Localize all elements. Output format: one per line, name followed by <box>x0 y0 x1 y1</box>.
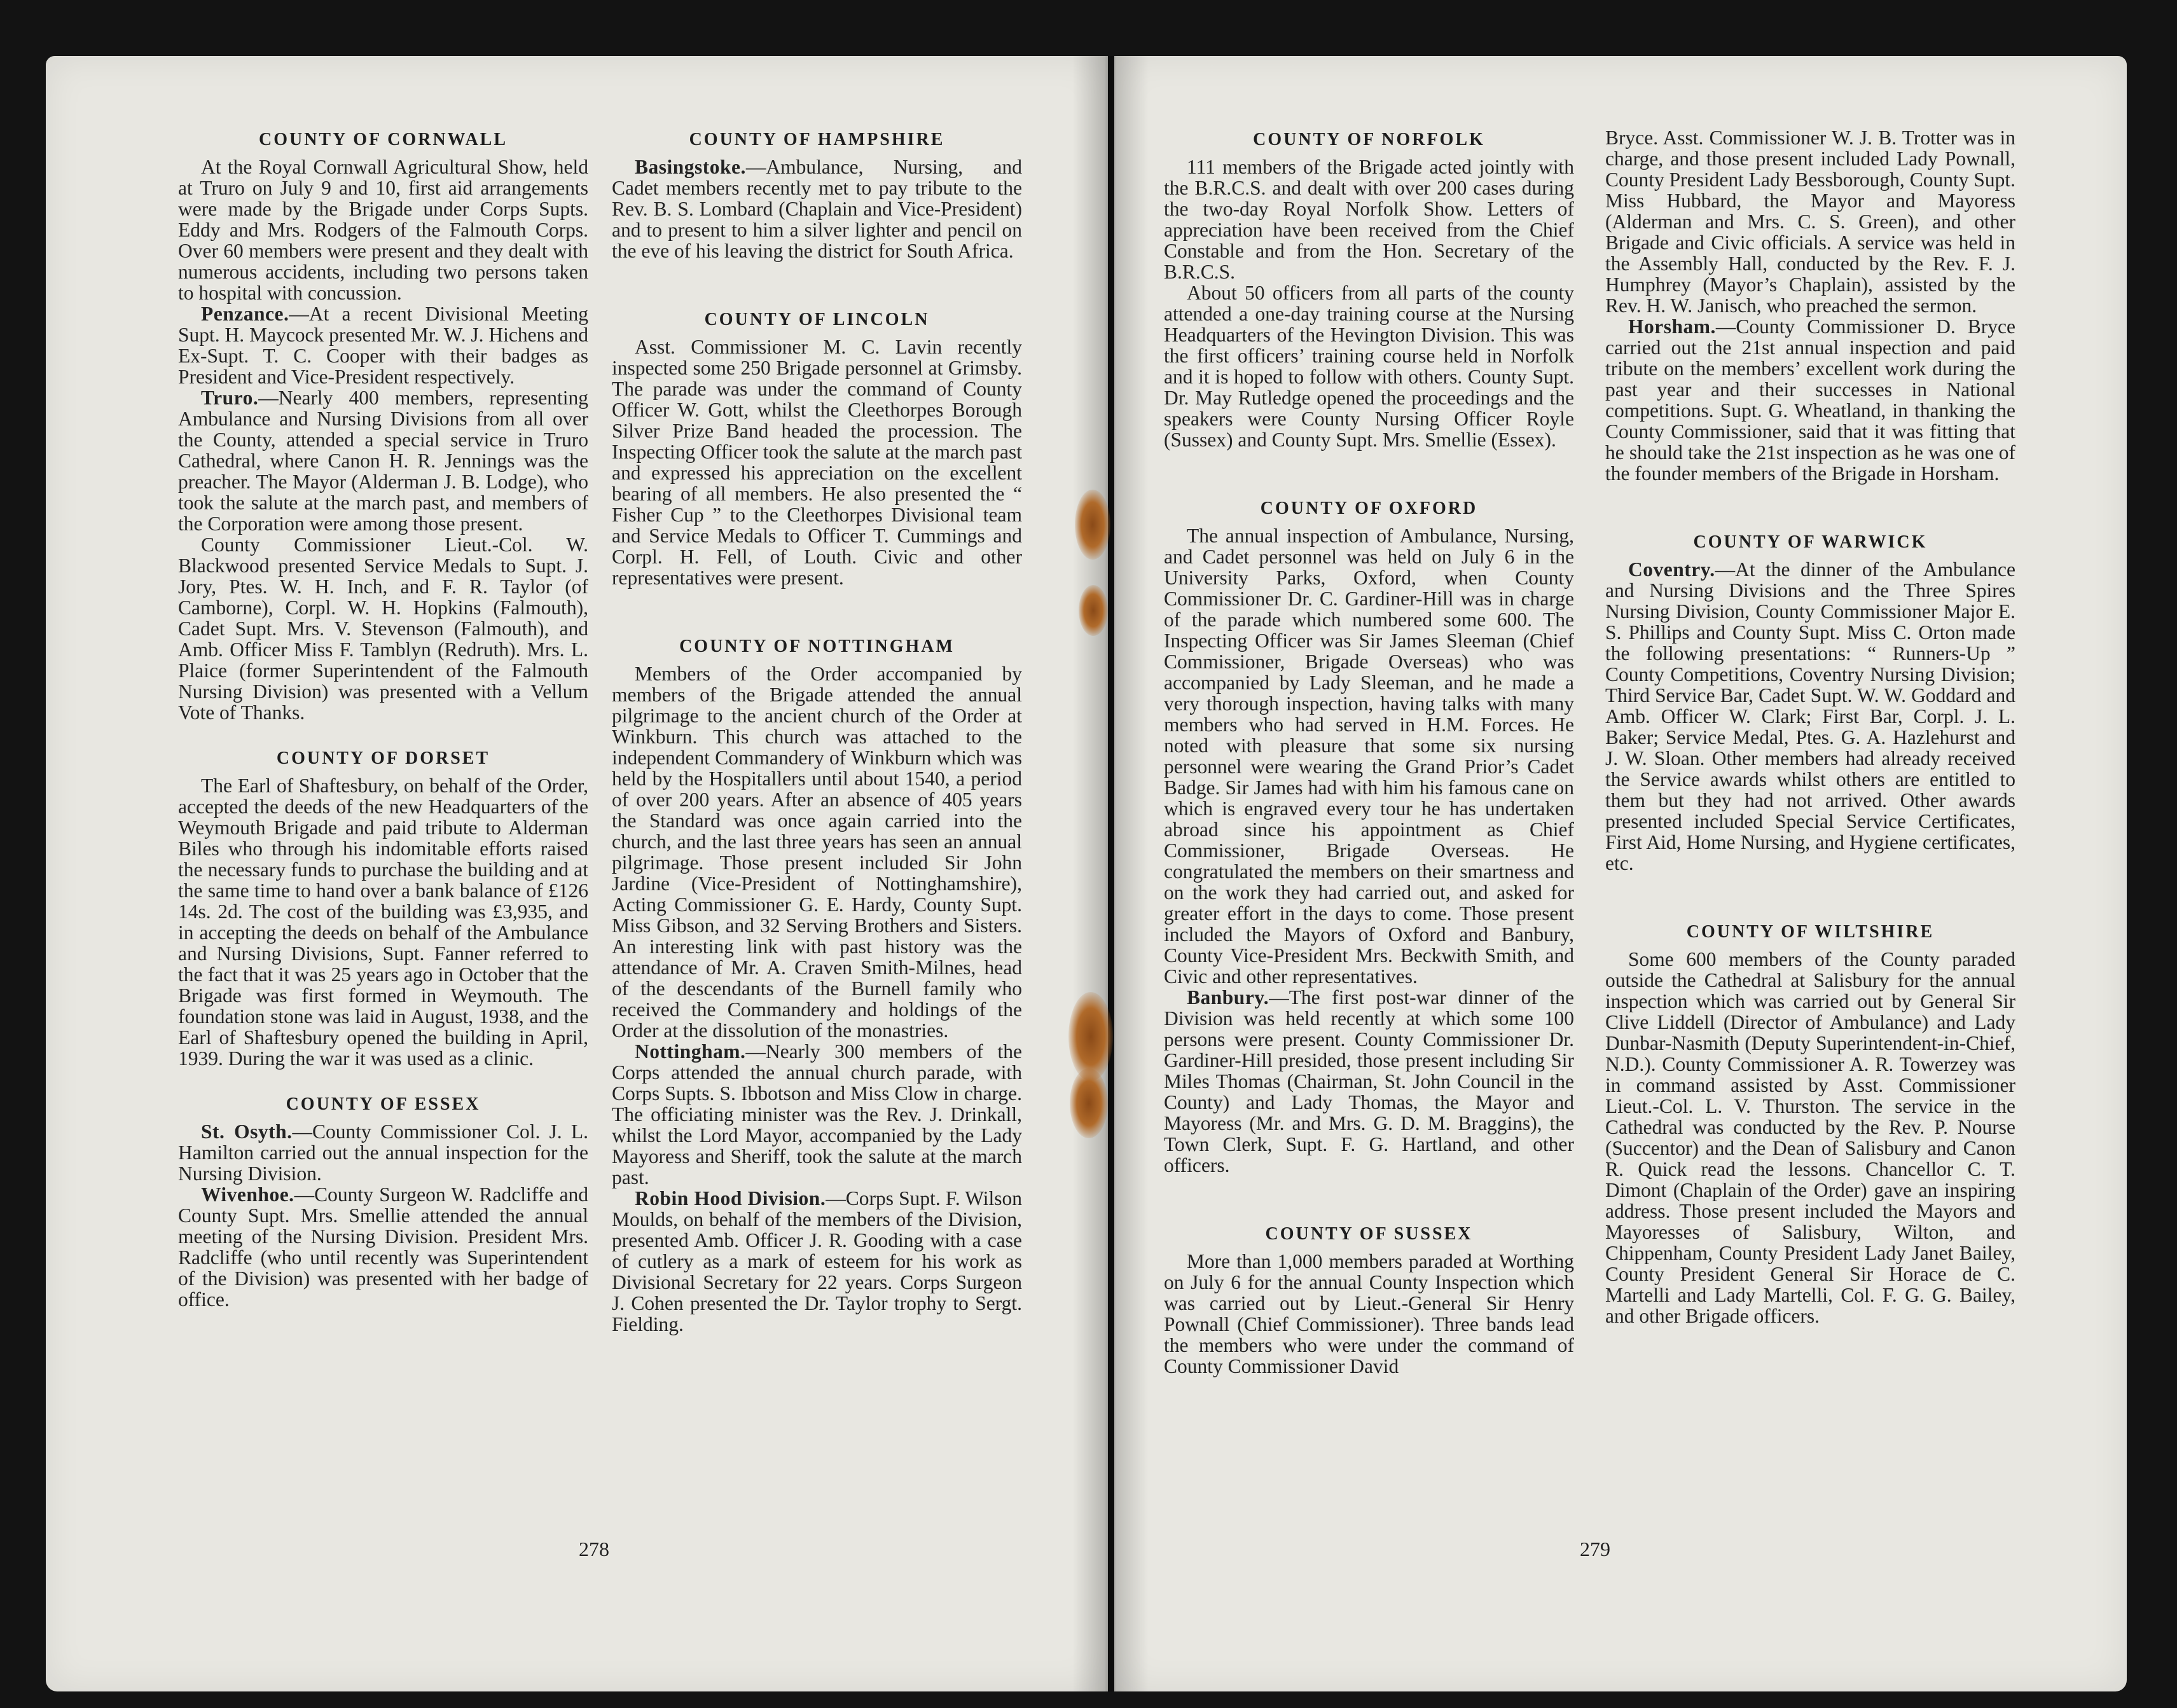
place-name: Truro. <box>201 387 259 409</box>
paragraph: Asst. Commissioner M. C. Lavin recently inspected some 250 Brigade personnel at Grimsby. The parade was under the command of County Officer W. Gott, whilst the Cleethorpes Borough Silver Prize Band headed the procession. The Inspecting Officer took the salute at the march past and expressed his appreciation on the excellent bearing of all members. He also presented the “ Fisher Cup ” to the Cleethorpes Divisional team and Service Medals to Officer T. Cummings and Corpl. H. Fell, of Louth. Civic and other representatives were present. <box>612 336 1022 589</box>
section-essex <box>178 1092 588 1310</box>
section-nottingham <box>612 634 1022 1335</box>
stain-mark <box>1079 585 1108 636</box>
section-cornwall <box>178 127 588 723</box>
paragraph: About 50 officers from all parts of the county attended a one-day training course at the Nursing Headquarters of the Hevington Division. This was the first officers’ training course held in Norfolk and it is hoped to follow with others. County Supt. Dr. May Rutledge opened the proceedings and the speakers were County Nursing Officer Royle (Sussex) and County Supt. Mrs. Smellie (Essex). <box>1164 282 1574 451</box>
page-number: 279 <box>1580 1538 1610 1560</box>
section-oxford <box>1164 496 1574 1176</box>
section-heading: COUNTY OF WARWICK <box>1693 532 1928 552</box>
paragraph <box>178 1184 588 1310</box>
paragraph: More than 1,000 members paraded at Worthing on July 6 for the annual County Inspection which was carried out by Lieut.-General Sir Henry Pownall (Chief Commissioner). Three bands lead the members who were under the command of County Commissioner David <box>1164 1250 1574 1377</box>
section-heading: COUNTY OF DORSET <box>276 748 490 768</box>
paragraph-text: —Ambulance, Nursing, and Cadet members recently met to pay tribute to the Rev. B. S. Lombard (Chaplain and Vice-President) and to present to him a silver lighter and pencil on the eve of his leaving the district for South Africa. <box>612 156 1022 262</box>
place-name: Wivenhoe. <box>201 1183 294 1206</box>
paragraph-text: —Nearly 400 members, representing Ambulance and Nursing Divisions from all over the County, attended a special service in Truro Cathedral, where Canon H. R. Jennings was the preacher. The Mayor (Alderman J. B. Lodge), who took the salute at the march past, and members of the Corporation were among those present. <box>178 387 588 535</box>
left-column-1 <box>178 127 588 1310</box>
section-heading: COUNTY OF WILTSHIRE <box>1686 922 1935 942</box>
paragraph-text: —Corps Supt. F. Wilson Moulds, on behalf of the members of the Division, presented Amb. Officer J. R. Gooding with a case of cutlery as a mark of esteem for his work as Divisional Secretary for 22 years. Corps Surgeon J. Cohen presented the Dr. Taylor trophy to Sergt. Fielding. <box>612 1187 1022 1335</box>
section-warwick <box>1605 530 2015 874</box>
section-heading: COUNTY OF OXFORD <box>1260 499 1478 518</box>
page-number: 278 <box>579 1538 609 1560</box>
section-heading: COUNTY OF SUSSEX <box>1265 1224 1473 1244</box>
place-name: Coventry. <box>1628 558 1715 581</box>
paragraph <box>178 1121 588 1184</box>
paragraph <box>1164 987 1574 1176</box>
paragraph-text: —At the dinner of the Ambulance and Nursing Divisions and the Three Spires Nursing Division, County Commissioner Major E. S. Phillips and County Supt. Miss C. Orton made the following presentations: “ Runners-Up ” County Competitions, Coventry Nursing Division; Third Service Bar, Cadet Supt. W. W. Goddard and Amb. Officer W. Clark; First Bar, Corpl. J. L. Baker; Service Medal, Ptes. G. A. Hazlehurst and J. W. Sloan. Other members had already received the Service awards whilst others are entitled to them but they had not arrived. Other awards presented included Special Service Certificates, First Aid, Home Nursing, and Hygiene certificates, etc. <box>1605 558 2015 874</box>
section-lincoln <box>612 307 1022 588</box>
section-heading: COUNTY OF ESSEX <box>286 1094 481 1114</box>
right-column-2 <box>1605 127 2015 1326</box>
place-name: Horsham. <box>1628 315 1716 338</box>
place-name: St. Osyth. <box>201 1120 293 1143</box>
paragraph <box>178 303 588 387</box>
place-name: Banbury. <box>1187 986 1269 1009</box>
paragraph <box>1605 559 2015 874</box>
section-heading: COUNTY OF HAMPSHIRE <box>689 130 945 149</box>
paragraph: County Commissioner Lieut.-Col. W. Blackwood presented Service Medals to Supt. J. Jory, Ptes. W. H. Inch, and F. R. Taylor (of Camborne), Corpl. W. H. Hopkins (Falmouth), Cadet Supt. Mrs. V. Stevenson (Falmouth), and Amb. Officer Miss F. Tamblyn (Redruth). Mrs. L. Plaice (former Superintendent of the Falmouth Nursing Division) was presented with a Vellum Vote of Thanks. <box>178 534 588 724</box>
paragraph <box>1605 316 2015 484</box>
section-hampshire <box>612 127 1022 261</box>
place-name: Nottingham. <box>635 1040 746 1063</box>
paragraph-text: —County Commissioner D. Bryce carried out the 21st annual inspection and paid tribute on the members’ excellent work during the past year and their successes in National competitions. Supt. G. Wheatland, in thanking the County Commissioner, said that it was fitting that he should take the 21st inspection as he was one of the founder members of the Brigade in Horsham. <box>1605 315 2015 485</box>
section-heading: COUNTY OF NOTTINGHAM <box>679 637 955 656</box>
paragraph <box>178 387 588 534</box>
place-name: Penzance. <box>201 303 289 325</box>
section-sussex-continued <box>1605 127 2015 484</box>
place-name: Robin Hood Division. <box>635 1187 826 1209</box>
left-column-2 <box>612 127 1022 1335</box>
section-heading: COUNTY OF CORNWALL <box>258 130 508 149</box>
paragraph: Members of the Order accompanied by members of the Brigade attended the annual pilgrimage to the ancient church of the Order at Winkburn. This church was attached to the independent Commandery of Winkburn which was held by the Hospitallers until about 1540, a period of over 200 years. After an absence of 405 years the Standard was once again carried into the church, and the last three years has seen an annual pilgrimage. Those present included Sir John Jardine (Vice-President of Nottinghamshire), Acting Commissioner G. E. Hardy, County Supt. Miss Gibson, and 32 Serving Brothers and Sisters. An interesting link with past history was the attendance of Mr. A. Craven Smith-Milnes, head of the descendants of the Burnell family who received the Commandery and holdings of the Order at the dissolution of the monastries. <box>612 663 1022 1042</box>
stain-mark <box>1068 992 1113 1081</box>
paragraph-text: —At a recent Divisional Meeting Supt. H. Maycock presented Mr. W. J. Hichens and Ex-Supt. T. C. Cooper with their badges as President and Vice-President respectively. <box>178 303 588 388</box>
paragraph-text: —County Surgeon W. Radcliffe and County Supt. Mrs. Smellie attended the annual meeting of the Nursing Division. President Mrs. Radcliffe (who until recently was Superintendent of the Division) was presented with her badge of office. <box>178 1183 588 1311</box>
paragraph: The Earl of Shaftesbury, on behalf of the Order, accepted the deeds of the new Headquarters of the Weymouth Brigade and paid tribute to Alderman Biles who through his indomitable efforts raised the necessary funds to purchase the building and at the same time to hand over a bank balance of £126 14s. 2d. The cost of the building was £3,935, and in accepting the deeds on behalf of the Ambulance and Nursing Divisions, Supt. Fanner referred to the fact that it was 25 years ago in October that the Brigade was first formed in Weymouth. The foundation stone was laid in August, 1938, and the Earl of Shaftesbury opened the building in April, 1939. During the war it was used as a clinic. <box>178 775 588 1070</box>
section-heading: COUNTY OF NORFOLK <box>1253 130 1485 149</box>
section-norfolk <box>1164 127 1574 450</box>
paragraph: The annual inspection of Ambulance, Nursing, and Cadet personnel was held on July 6 in the University Parks, Oxford, when County Commissioner Dr. C. Gardiner-Hill was in charge of the parade which numbered some 600. The Inspecting Officer was Sir James Sleeman (Chief Commissioner, Brigade Overseas) who was accompanied by Lady Sleeman, and he made a very thorough inspection, having talks with many members who had served in H.M. Forces. He noted with pleasure that some six nursing personnel were wearing the Grand Prior’s Cadet Badge. Sir James had with him his famous cane on which is engraved every tour he has undertaken abroad since his appointment as Chief Commissioner, Brigade Overseas. He congratulated the members on their smartness and on the work they had carried out, and asked for greater effort in the days to come. Those present included the Mayors of Oxford and Banbury, County Vice-President Mrs. Beckwith Smith, and Civic and other representatives. <box>1164 525 1574 988</box>
paragraph-text: —Nearly 300 members of the Corps attended the annual church parade, with Corps Supts. S. Ibbotson and Miss Clow in charge. The officiating minister was the Rev. J. Drinkall, whilst the Lord Mayor, accompanied by the Lady Mayoress and Sheriff, took the salute at the march past. <box>612 1040 1022 1188</box>
paragraph-text: —The first post-war dinner of the Division was held recently at which some 100 persons were present. County Commissioner Dr. Gardiner-Hill presided, those present including Sir Miles Thomas (Chairman, St. John Council in the County) and Lady Thomas, the Mayor and Mayoress (Mr. and Mrs. G. D. M. Braggins), the Town Clerk, Supt. F. G. Hartland, and other officers. <box>1164 986 1574 1176</box>
paragraph <box>612 156 1022 261</box>
right-column-1 <box>1164 127 1574 1377</box>
paragraph <box>612 1188 1022 1335</box>
book-gutter <box>1072 56 1149 1691</box>
paragraph: Bryce. Asst. Commissioner W. J. B. Trotter was in charge, and those present included Lady Pownall, County President Lady Bessborough, County Supt. Miss Hubbard, the Mayor and Mayoress (Alderman and Mrs. C. S. Green), and other Brigade and Civic officials. A service was held in the Assembly Hall, conducted by the Rev. F. J. Humphrey (Mayor’s Chaplain), assisted by the Rev. H. W. Janisch, who preached the sermon. <box>1605 127 2015 317</box>
paragraph <box>612 1041 1022 1188</box>
stain-mark <box>1070 1068 1108 1138</box>
stain-mark <box>1075 490 1110 560</box>
place-name: Basingstoke. <box>635 156 746 178</box>
paragraph: At the Royal Cornwall Agricultural Show, held at Truro on July 9 and 10, first aid arrangements were made by the Brigade under Corps Supts. Eddy and Mrs. Rodgers of the Falmouth Corps. Over 60 members were present and they dealt with numerous accidents, including two persons taken to hospital with concussion. <box>178 156 588 304</box>
section-wiltshire <box>1605 919 2015 1326</box>
section-heading: COUNTY OF LINCOLN <box>704 310 930 329</box>
section-dorset <box>178 746 588 1069</box>
paragraph: 111 members of the Brigade acted jointly with the B.R.C.S. and dealt with over 200 cases during the two-day Royal Norfolk Show. Letters of appreciation have been received from the Chief Constable and from the Hon. Secretary of the B.R.C.S. <box>1164 156 1574 283</box>
paragraph: Some 600 members of the County paraded outside the Cathedral at Salisbury for the annual inspection which was carried out by General Sir Clive Liddell (Director of Ambulance) and Lady Dunbar-Nasmith (Deputy Superintendent-in-Chief, N.D.). County Commissioner A. R. Towerzey was in command assisted by Asst. Commissioner Lieut.-Col. L. V. Thurston. The service in the Cathedral was conducted by the Rev. P. Nourse (Succentor) and the Dean of Salisbury and Canon R. Quick read the lessons. Chancellor C. T. Dimont (Chaplain of the Order) gave an inspiring address. Those present included the Mayors and Mayoresses of Salisbury, Wilton, and Chippenham, County President Lady Janet Bailey, County President General Sir Horace de C. Martelli and Lady Martelli, Col. F. G. G. Bailey, and other Brigade officers. <box>1605 948 2015 1327</box>
section-sussex <box>1164 1222 1574 1377</box>
paragraph-text: —County Commissioner Col. J. L. Hamilton carried out the annual inspection for the Nursing Division. <box>178 1120 589 1185</box>
